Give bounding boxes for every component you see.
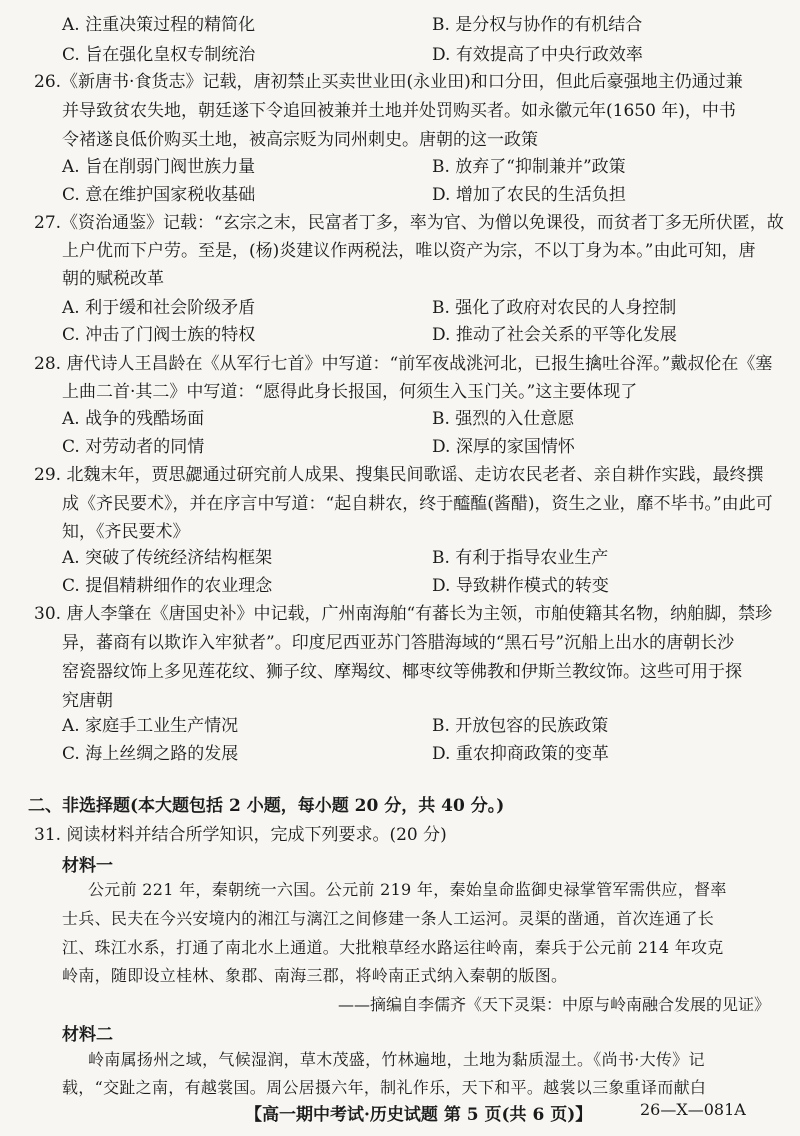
option-a: A. 旨在削弱门阀世族力量 bbox=[62, 157, 256, 177]
option-d: D. 增加了农民的生活负担 bbox=[432, 185, 626, 205]
question-31-prompt: 31. 阅读材料并结合所学知识，完成下列要求。(20 分) bbox=[34, 825, 447, 845]
material-1-label: 材料一 bbox=[62, 856, 113, 876]
question-30-text: 30. 唐人李肇在《唐国史补》中记载，广州南海舶“有蕃长为主领，市舶使籍其名物，纳舶脚，禁珍 bbox=[34, 604, 773, 624]
question-28-text: 28. 唐代诗人王昌龄在《从军行七首》中写道：“前军夜战洮河北，已报生擒吐谷浑。”戴叔伦在《塞 bbox=[34, 354, 773, 374]
question-27-text: 上户优而下户劳。至是，(杨)炎建议作两税法，唯以资产为宗，不以丁身为本。”由此可知，唐 bbox=[62, 241, 756, 261]
question-29-text: 29. 北魏末年，贾思勰通过研究前人成果、搜集民间歌谣、走访农民老者、亲自耕作实践，最终撰 bbox=[34, 465, 764, 485]
page-footer bbox=[0, 1100, 800, 1130]
option-b: B. 强化了政府对农民的人身控制 bbox=[432, 298, 677, 318]
question-30-text: 异，蕃商有以欺诈入牢狱者”。印度尼西亚苏门答腊海域的“黑石号”沉船上出水的唐朝长沙 bbox=[62, 633, 735, 653]
option-row bbox=[0, 543, 800, 571]
option-d: D. 导致耕作模式的转变 bbox=[432, 576, 609, 596]
material-2-label: 材料二 bbox=[62, 1025, 113, 1045]
section-heading: 二、非选择题(本大题包括 2 小题，每小题 20 分，共 40 分。) bbox=[28, 796, 505, 816]
option-a: A. 利于缓和社会阶级矛盾 bbox=[62, 298, 256, 318]
option-b: B. 有利于指导农业生产 bbox=[432, 548, 609, 568]
option-d: D. 有效提高了中央行政效率 bbox=[432, 45, 643, 65]
question-26-text: 26.《新唐书·食货志》记载，唐初禁止买卖世业田(永业田)和口分田，但此后豪强地主仍通过兼 bbox=[34, 72, 743, 92]
option-row bbox=[0, 739, 800, 767]
option-b: B. 开放包容的民族政策 bbox=[432, 716, 609, 736]
question-29-text: 知，《齐民要术》 bbox=[62, 522, 190, 542]
option-c: C. 冲击了门阀士族的特权 bbox=[62, 325, 256, 345]
option-d: D. 重农抑商政策的变革 bbox=[432, 744, 609, 764]
material-1-text: 江、珠江水系，打通了南北水上通道。大批粮草经水路运往岭南，秦兵于公元前 214 年攻克 bbox=[62, 938, 724, 957]
option-row bbox=[0, 10, 800, 38]
option-c: C. 对劳动者的同情 bbox=[62, 437, 205, 457]
option-row bbox=[0, 152, 800, 180]
option-b: B. 强烈的入仕意愿 bbox=[432, 409, 575, 429]
option-c: C. 海上丝绸之路的发展 bbox=[62, 744, 239, 764]
option-row bbox=[0, 571, 800, 599]
footer-code: 26—X—081A bbox=[640, 1100, 746, 1119]
option-d: D. 推动了社会关系的平等化发展 bbox=[432, 325, 677, 345]
option-c: C. 旨在强化皇权专制统治 bbox=[62, 45, 256, 65]
material-2-text: 载，“交趾之南，有越裳国。周公居摄六年，制礼作乐，天下和平。越裳以三象重译而献白 bbox=[62, 1078, 707, 1097]
option-b: B. 是分权与协作的有机结合 bbox=[432, 15, 643, 35]
option-b: B. 放弃了“抑制兼并”政策 bbox=[432, 157, 626, 177]
material-1-source: ——摘编自李儒齐《天下灵渠：中原与岭南融合发展的见证》 bbox=[337, 995, 770, 1014]
material-1-text: 士兵、民夫在今兴安境内的湘江与漓江之间修建一条人工运河。灵渠的凿通，首次连通了长 bbox=[62, 909, 715, 928]
option-a: A. 战争的残酷场面 bbox=[62, 409, 205, 429]
material-1-text: 公元前 221 年，秦朝统一六国。公元前 219 年，秦始皇命监御史禄掌管军需供应，督率 bbox=[88, 880, 727, 899]
option-c: C. 意在维护国家税收基础 bbox=[62, 185, 256, 205]
question-27-text: 朝的赋税改革 bbox=[62, 269, 164, 289]
question-26-text: 并导致贫农失地，朝廷遂下令追回被兼并土地并处罚购买者。如永徽元年(1650 年)，中书 bbox=[62, 101, 736, 121]
option-a: A. 注重决策过程的精简化 bbox=[62, 15, 256, 35]
question-30-text: 究唐朝 bbox=[62, 691, 113, 711]
material-2-text: 岭南属扬州之域，气候湿润，草木茂盛，竹林遍地，土地为黏质湿土。《尚书·大传》记 bbox=[88, 1050, 705, 1069]
option-row bbox=[0, 404, 800, 432]
material-1-text: 岭南，随即设立桂林、象郡、南海三郡，将岭南正式纳入秦朝的版图。 bbox=[62, 966, 568, 985]
question-30-text: 窑瓷器纹饰上多见莲花纹、狮子纹、摩羯纹、椰枣纹等佛教和伊斯兰教纹饰。这些可用于探 bbox=[62, 662, 742, 682]
option-row bbox=[0, 293, 800, 321]
option-a: A. 家庭手工业生产情况 bbox=[62, 716, 239, 736]
option-d: D. 深厚的家国情怀 bbox=[432, 437, 575, 457]
option-row bbox=[0, 711, 800, 739]
question-26-text: 令褚遂良低价购买土地，被高宗贬为同州刺史。唐朝的这一政策 bbox=[62, 130, 538, 150]
option-a: A. 突破了传统经济结构框架 bbox=[62, 548, 273, 568]
option-row bbox=[0, 320, 800, 348]
question-28-text: 上曲二首·其二》中写道：“愿得此身长报国，何须生入玉门关。”这主要体现了 bbox=[62, 382, 638, 402]
option-row bbox=[0, 40, 800, 68]
option-row bbox=[0, 180, 800, 208]
question-27-text: 27.《资治通鉴》记载：“玄宗之末，民富者丁多，率为官、为僧以免课役，而贫者丁多无所伏匿，故 bbox=[34, 213, 784, 233]
footer-title: 【高一期中考试·历史试题 第 5 页(共 6 页)】 bbox=[245, 1105, 593, 1125]
option-c: C. 提倡精耕细作的农业理念 bbox=[62, 576, 273, 596]
option-row bbox=[0, 432, 800, 460]
question-29-text: 成《齐民要术》，并在序言中写道：“起自耕农，终于醯醢(酱醋)，资生之业，靡不毕书。”由此可 bbox=[62, 494, 773, 514]
